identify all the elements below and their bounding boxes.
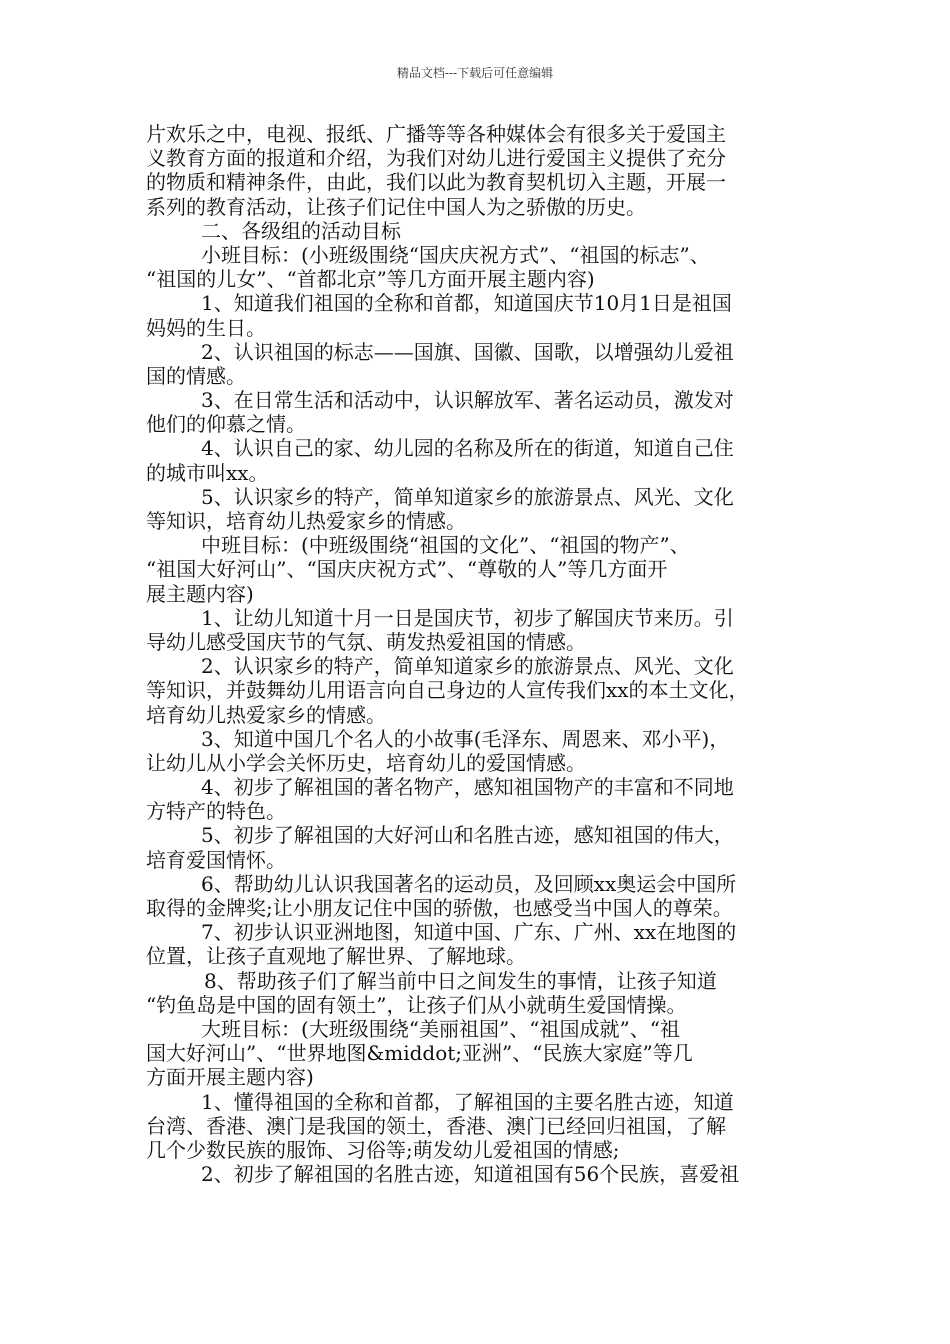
text-line: 位置，让孩子直观地了解世界、了解地球。 bbox=[146, 944, 526, 969]
text-line: 8、帮助孩子们了解当前中日之间发生的事情，让孩子知道 bbox=[204, 968, 717, 993]
text-line: 培育幼儿热爱家乡的情感。 bbox=[146, 702, 386, 727]
text-line: 台湾、香港、澳门是我国的领土，香港、澳门已经回归祖国，了解 bbox=[146, 1113, 726, 1138]
page-header: 精品文档---下载后可任意编辑 bbox=[396, 66, 554, 80]
document-body bbox=[146, 122, 808, 1186]
text-line: 3、知道中国几个名人的小故事(毛泽东、周恩来、邓小平)， bbox=[201, 726, 730, 751]
text-line: 二、各级组的活动目标 bbox=[201, 218, 401, 243]
text-line: 义教育方面的报道和介绍，为我们对幼儿进行爱国主义提供了充分 bbox=[146, 146, 726, 171]
text-line: 他们的仰慕之情。 bbox=[146, 412, 306, 437]
text-line: 方面开展主题内容) bbox=[146, 1065, 314, 1090]
text-line: 5、认识家乡的特产，简单知道家乡的旅游景点、风光、文化 bbox=[201, 484, 734, 509]
text-line: 大班目标：(大班级围绕“美丽祖国”、“祖国成就”、“祖 bbox=[201, 1016, 680, 1041]
text-line: 4、初步了解祖国的著名物产，感知祖国物产的丰富和不同地 bbox=[201, 775, 734, 800]
text-line: 取得的金牌奖;让小朋友记住中国的骄傲，也感受当中国人的尊荣。 bbox=[146, 896, 733, 920]
text-line: 几个少数民族的服饰、习俗等;萌发幼儿爱祖国的情感; bbox=[146, 1137, 620, 1162]
text-line: 1、让幼儿知道十月一日是国庆节，初步了解国庆节来历。引 bbox=[201, 605, 734, 630]
text-line: 小班目标：(小班级围绕“国庆庆祝方式”、“祖国的标志”、 bbox=[201, 242, 710, 267]
text-line: 系列的教育活动，让孩子们记住中国人为之骄傲的历史。 bbox=[146, 194, 646, 219]
text-line: 2、认识家乡的特产，简单知道家乡的旅游景点、风光、文化 bbox=[201, 654, 734, 679]
text-line: 1、懂得祖国的全称和首都，了解祖国的主要名胜古迹，知道 bbox=[201, 1089, 734, 1114]
text-line: “祖国的儿女”、“首都北京”等几方面开展主题内容) bbox=[146, 267, 595, 292]
text-line: 展主题内容) bbox=[146, 581, 254, 606]
text-line: 7、初步认识亚洲地图，知道中国、广东、广州、xx在地图的 bbox=[201, 920, 737, 945]
text-line: 3、在日常生活和活动中，认识解放军、著名运动员，激发对 bbox=[201, 388, 734, 413]
text-line: 让幼儿从小学会关怀历史，培育幼儿的爱国情感。 bbox=[146, 750, 586, 775]
text-line: 2、认识祖国的标志——国旗、国徽、国歌，以增强幼儿爱祖 bbox=[201, 339, 734, 364]
text-line: 4、认识自己的家、幼儿园的名称及所在的街道，知道自己住 bbox=[201, 436, 734, 461]
text-line: 培育爱国情怀。 bbox=[146, 847, 286, 872]
text-line: 2、初步了解祖国的名胜古迹，知道祖国有56个民族，喜爱祖 bbox=[201, 1162, 740, 1187]
text-line: “钓鱼岛是中国的固有领土”，让孩子们从小就萌生爱国情操。 bbox=[146, 992, 687, 1017]
text-line: 导幼儿感受国庆节的气氛、萌发热爱祖国的情感。 bbox=[146, 629, 586, 654]
text-line: 妈妈的生日。 bbox=[146, 315, 266, 340]
text-line: 国的情感。 bbox=[146, 363, 246, 388]
text-line: 1、知道我们祖国的全称和首都，知道国庆节10月1日是祖国 bbox=[201, 291, 732, 316]
text-line: 的城市叫xx。 bbox=[146, 460, 269, 485]
text-line: “祖国大好河山”、“国庆庆祝方式”、“尊敬的人”等几方面开 bbox=[146, 557, 668, 582]
text-line: 等知识，并鼓舞幼儿用语言向自己身边的人宣传我们xx的本土文化， bbox=[146, 678, 749, 703]
text-line: 片欢乐之中，电视、报纸、广播等等各种媒体会有很多关于爱国主 bbox=[146, 122, 726, 146]
text-line: 的物质和精神条件，由此，我们以此为教育契机切入主题，开展一 bbox=[146, 170, 726, 195]
text-line: 国大好河山”、“世界地图&middot;亚洲”、“民族大家庭”等几 bbox=[146, 1041, 693, 1066]
text-line: 方特产的特色。 bbox=[146, 799, 286, 824]
text-line: 中班目标：(中班级围绕“祖国的文化”、“祖国的物产”、 bbox=[201, 533, 690, 558]
text-line: 5、初步了解祖国的大好河山和名胜古迹，感知祖国的伟大， bbox=[201, 823, 734, 848]
text-line: 6、帮助幼儿认识我国著名的运动员，及回顾xx奥运会中国所 bbox=[201, 871, 737, 896]
text-line: 等知识，培育幼儿热爱家乡的情感。 bbox=[146, 509, 466, 533]
